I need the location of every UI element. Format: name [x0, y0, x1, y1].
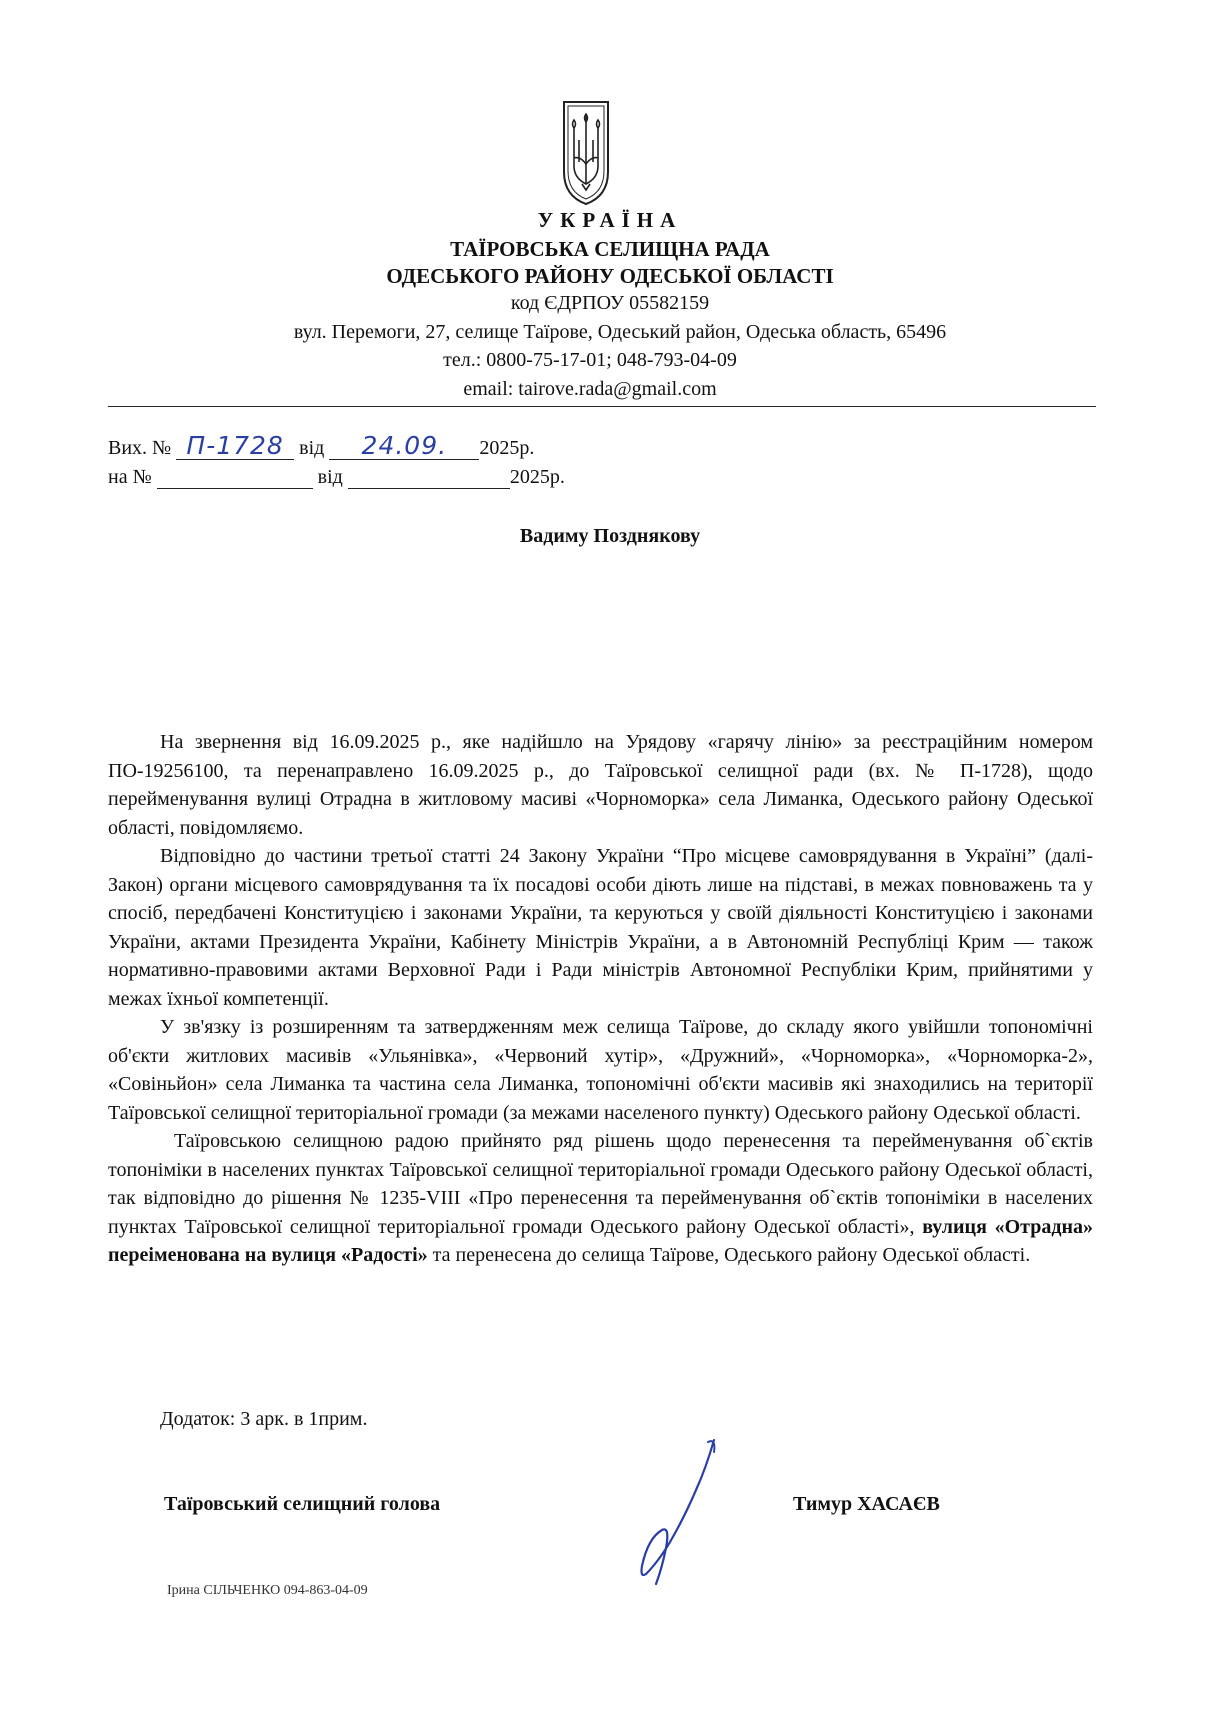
letterhead-divider: [108, 406, 1096, 407]
recipient-name: Вадиму Позднякову: [519, 525, 701, 547]
incoming-reference: [108, 466, 565, 489]
incoming-year: 2025р.: [509, 466, 565, 488]
incoming-number-label: на №: [108, 466, 152, 488]
body-paragraph-1: На звернення від 16.09.2025 р., яке надійшло на Урядову «гарячу лінію» за реєстраційним номером ПО-19256100, та перенаправлено 16.09.2025 р., до Таїровської селищної ради (вх. № П-1728), щодо перейменування вулиці Отрадна в житловому масиві «Чорноморка» села Лиманка, Одеського району Одеської області, повідомляємо.: [108, 731, 1093, 839]
incoming-date-field: [348, 466, 510, 489]
incoming-number-field: [157, 466, 313, 489]
outgoing-number-field: [176, 431, 294, 460]
outgoing-reference: [108, 431, 535, 460]
body-paragraph-2: Відповідно до частини третьої статті 24 Закону України “Про місцеве самоврядування в Україні” (далі- Закон) органи місцевого самоврядування та їх посадові особи діють лише на підставі, в межах повноважень та у спосіб, передбачені Конституцією і законами України, та керуються у своїй діяльності Конституцією і законами України, актами Президента України, Кабінету Міністрів України, а в Автономній Республіці Крим — також нормативно-правовими актами Верховної Ради і Ради міністрів Автономної Республіки Крим, прийнятими у межах їхньої компетенції.: [108, 845, 1093, 1010]
letterhead-district: ОДЕСЬКОГО РАЙОНУ ОДЕСЬКОЇ ОБЛАСТІ: [386, 264, 834, 288]
body-paragraph-4: [108, 1127, 1093, 1270]
handwritten-signature-icon: [636, 1438, 732, 1588]
body-paragraph-4-emphasis: вулиця «Отрадна» переіменована на вулиця «Радості»: [108, 1215, 1093, 1266]
incoming-date-label: від: [317, 466, 343, 488]
body-paragraph-4-end: та перенесена до селища Таїрове, Одеського району Одеської області.: [427, 1244, 1031, 1266]
letter-body: [108, 728, 1093, 1270]
letterhead-phones: тел.: 0800-75-17-01; 048-793-04-09: [443, 349, 737, 371]
outgoing-date-label: від: [299, 437, 325, 459]
executor-contact: Ірина СІЛЬЧЕНКО 094-863-04-09: [167, 1583, 368, 1598]
outgoing-year: 2025р.: [479, 437, 535, 459]
outgoing-number-value: П-1728: [186, 431, 284, 460]
letterhead-edrpou: код ЄДРПОУ 05582159: [510, 292, 710, 314]
letterhead-council: ТАЇРОВСЬКА СЕЛИЩНА РАДА: [450, 237, 770, 261]
body-paragraph-4-start: Таїровською селищною радою прийнято ряд рішень щодо перенесення та перейменування об`єктів топоніміки в населених пунктах Таїровської селищної територіальної громади Одеського району Одеської області, так відповідно до рішення № 1235-VIII «Про перенесення та перейменування об`єктів топоніміки в населених пунктах Таїровської селищної територіальної громади Одеського району Одеської області»,: [108, 1130, 1093, 1238]
signatory-title: Таїровський селищний голова: [164, 1493, 441, 1515]
outgoing-number-label: Вих. №: [108, 437, 172, 459]
trident-coat-of-arms-icon: [562, 100, 610, 206]
letterhead-address: вул. Перемоги, 27, селище Таїрове, Одеський район, Одеська область, 65496: [293, 321, 947, 343]
outgoing-date-value: 24.09.: [361, 431, 448, 460]
signatory-name: Тимур ХАСАЄВ: [793, 1493, 940, 1515]
outgoing-date-field: [329, 431, 479, 460]
body-paragraph-3: У зв'язку із розширенням та затвердженням меж селища Таїрове, до складу якого увійшли топономічні об'єкти житлових масивів «Ульянівка», «Червоний хутір», «Дружний», «Чорноморка», «Чорноморка-2», «Совіньйон» села Лиманка та частина села Лиманка, топономічні об'єкти масивів які знаходились на території Таїровської селищної територіальної громади (за межами населеного пункту) Одеського району Одеської області.: [108, 1016, 1093, 1124]
letterhead-email: email: tairove.rada@gmail.com: [463, 378, 717, 400]
letterhead-country: УКРАЇНА: [537, 208, 683, 232]
attachment-note: Додаток: 3 арк. в 1прим.: [160, 1408, 368, 1430]
